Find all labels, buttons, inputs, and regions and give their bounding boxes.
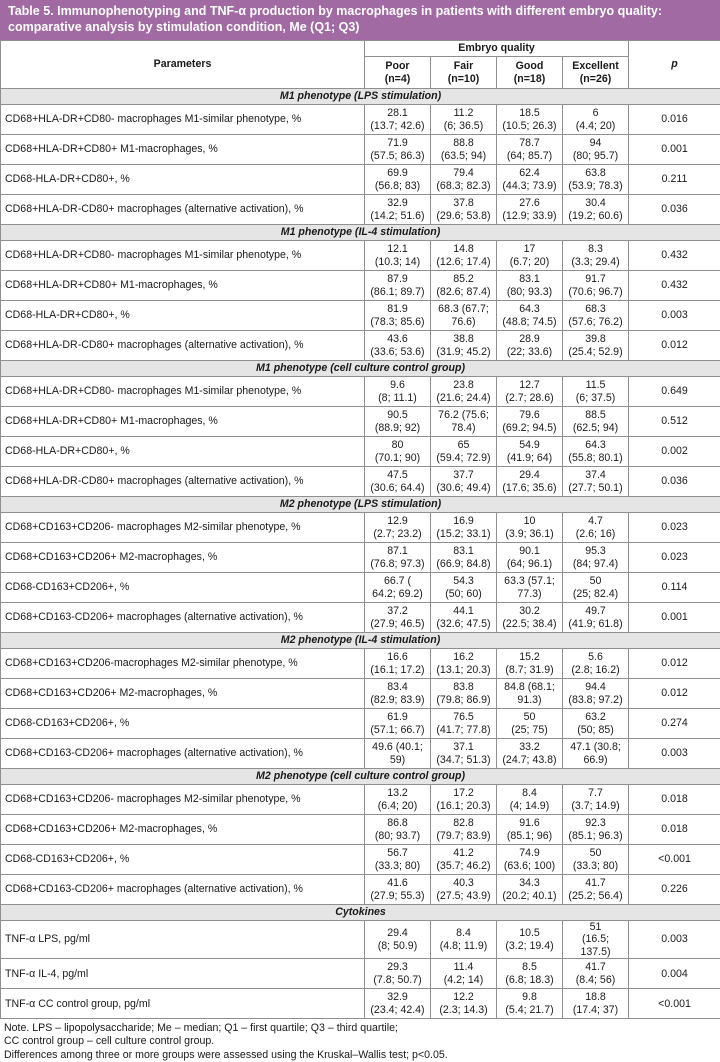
value-cell: 8.4 (4; 14.9) <box>497 785 563 815</box>
parameter-cell: CD68+CD163-CD206+ macrophages (alternative activation), % <box>1 739 365 769</box>
value-cell: 39.8 (25.4; 52.9) <box>563 331 629 361</box>
p-value-cell: 0.004 <box>629 959 720 989</box>
header-column <box>431 57 497 89</box>
value-cell: 8.5 (6.8; 18.3) <box>497 959 563 989</box>
value-cell: 10.5 (3.2; 19.4) <box>497 921 563 959</box>
table-row <box>1 513 720 543</box>
value-cell: 12.2 (2.3; 14.3) <box>431 989 497 1019</box>
value-cell: 50 (25; 82.4) <box>563 573 629 603</box>
section-row <box>1 361 720 377</box>
value-cell: 38.8 (31.9; 45.2) <box>431 331 497 361</box>
p-value-cell: 0.432 <box>629 271 720 301</box>
header-column <box>497 57 563 89</box>
parameter-cell: CD68+HLA-DR+CD80+ M1-macrophages, % <box>1 271 365 301</box>
header-column-label: Fair <box>454 60 473 72</box>
p-value-cell: 0.003 <box>629 921 720 959</box>
value-cell: 49.7 (41.9; 61.8) <box>563 603 629 633</box>
header-column-label: Poor <box>385 60 409 72</box>
table-row <box>1 921 720 959</box>
value-cell: 87.1 (76.8; 97.3) <box>365 543 431 573</box>
header-column-label: Excellent <box>572 60 619 72</box>
table-row <box>1 815 720 845</box>
p-value-cell: 0.002 <box>629 437 720 467</box>
table-row <box>1 165 720 195</box>
value-cell: 62.4 (44.3; 73.9) <box>497 165 563 195</box>
table-row <box>1 649 720 679</box>
parameter-cell: CD68+CD163-CD206+ macrophages (alternative activation), % <box>1 603 365 633</box>
table-row <box>1 271 720 301</box>
value-cell: 87.9 (86.1; 89.7) <box>365 271 431 301</box>
value-cell: 14.8 (12.6; 17.4) <box>431 241 497 271</box>
p-value-cell: 0.211 <box>629 165 720 195</box>
value-cell: 16.9 (15.2; 33.1) <box>431 513 497 543</box>
section-row <box>1 769 720 785</box>
header-column <box>365 57 431 89</box>
parameter-cell: CD68+CD163+CD206- macrophages M2-similar phenotype, % <box>1 513 365 543</box>
value-cell: 83.1 (66.9; 84.8) <box>431 543 497 573</box>
value-cell: 91.7 (70.6; 96.7) <box>563 271 629 301</box>
value-cell: 16.2 (13.1; 20.3) <box>431 649 497 679</box>
value-cell: 12.9 (2.7; 23.2) <box>365 513 431 543</box>
value-cell: 11.4 (4.2; 14) <box>431 959 497 989</box>
value-cell: 94.4 (83.8; 97.2) <box>563 679 629 709</box>
section-title: M1 phenotype (cell culture control group) <box>1 361 720 377</box>
value-cell: 10 (3.9; 36.1) <box>497 513 563 543</box>
parameter-cell: CD68-CD163+CD206+, % <box>1 709 365 739</box>
p-value-cell: 0.649 <box>629 377 720 407</box>
p-value-cell: 0.512 <box>629 407 720 437</box>
value-cell: 13.2 (6.4; 20) <box>365 785 431 815</box>
value-cell: 41.2 (35.7; 46.2) <box>431 845 497 875</box>
p-value-cell: 0.001 <box>629 135 720 165</box>
parameter-cell: CD68+HLA-DR+CD80- macrophages M1-similar phenotype, % <box>1 377 365 407</box>
value-cell: 37.1 (34.7; 51.3) <box>431 739 497 769</box>
value-cell: 27.6 (12.9; 33.9) <box>497 195 563 225</box>
value-cell: 54.3 (50; 60) <box>431 573 497 603</box>
value-cell: 32.9 (23.4; 42.4) <box>365 989 431 1019</box>
parameter-cell: CD68+HLA-DR+CD80+ M1-macrophages, % <box>1 407 365 437</box>
header-column-n: (n=10) <box>434 73 493 85</box>
value-cell: 81.9 (78.3; 85.6) <box>365 301 431 331</box>
table-row <box>1 959 720 989</box>
value-cell: 50 (33.3; 80) <box>563 845 629 875</box>
parameter-cell: CD68+CD163+CD206+ M2-macrophages, % <box>1 543 365 573</box>
header-embryo-quality: Embryo quality <box>365 41 629 57</box>
note-line: CC control group – cell culture control group. <box>4 1035 716 1048</box>
p-value-cell: 0.274 <box>629 709 720 739</box>
section-row <box>1 905 720 921</box>
table-row <box>1 377 720 407</box>
value-cell: 83.4 (82.9; 83.9) <box>365 679 431 709</box>
parameter-cell: TNF-α IL-4, pg/ml <box>1 959 365 989</box>
value-cell: 63.2 (50; 85) <box>563 709 629 739</box>
value-cell: 29.3 (7.8; 50.7) <box>365 959 431 989</box>
value-cell: 84.8 (68.1; 91.3) <box>497 679 563 709</box>
value-cell: 12.7 (2.7; 28.6) <box>497 377 563 407</box>
header-column-n: (n=26) <box>566 73 625 85</box>
table-row <box>1 739 720 769</box>
value-cell: 6 (4.4; 20) <box>563 105 629 135</box>
table-row <box>1 195 720 225</box>
value-cell: 17 (6.7; 20) <box>497 241 563 271</box>
value-cell: 71.9 (57.5; 86.3) <box>365 135 431 165</box>
value-cell: 30.2 (22.5; 38.4) <box>497 603 563 633</box>
section-row <box>1 497 720 513</box>
section-row <box>1 89 720 105</box>
table-row <box>1 785 720 815</box>
data-table <box>0 40 720 1019</box>
value-cell: 29.4 (8; 50.9) <box>365 921 431 959</box>
value-cell: 37.2 (27.9; 46.5) <box>365 603 431 633</box>
table-title: Table 5. Immunophenotyping and TNF-α production by macrophages in patients with different embryo quality: comparative analysis by stimulation condition, Me (Q1; Q3) <box>0 0 720 40</box>
value-cell: 7.7 (3.7; 14.9) <box>563 785 629 815</box>
value-cell: 37.7 (30.6; 49.4) <box>431 467 497 497</box>
note-line: Note. LPS – lipopolysaccharide; Me – median; Q1 – first quartile; Q3 – third quartile; <box>4 1022 716 1035</box>
value-cell: 41.7 (25.2; 56.4) <box>563 875 629 905</box>
value-cell: 64.3 (48.8; 74.5) <box>497 301 563 331</box>
value-cell: 40.3 (27.5; 43.9) <box>431 875 497 905</box>
value-cell: 66.7 ( 64.2; 69.2) <box>365 573 431 603</box>
parameter-cell: CD68+HLA-DR-CD80+ macrophages (alternative activation), % <box>1 195 365 225</box>
p-value-cell: 0.023 <box>629 543 720 573</box>
value-cell: 68.3 (67.7; 76.6) <box>431 301 497 331</box>
value-cell: 68.3 (57.6; 76.2) <box>563 301 629 331</box>
parameter-cell: TNF-α CC control group, pg/ml <box>1 989 365 1019</box>
section-title: M1 phenotype (IL-4 stimulation) <box>1 225 720 241</box>
value-cell: 78.7 (64; 85.7) <box>497 135 563 165</box>
value-cell: 23.8 (21.6; 24.4) <box>431 377 497 407</box>
p-value-cell: 0.003 <box>629 739 720 769</box>
value-cell: 76.2 (75.6; 78.4) <box>431 407 497 437</box>
value-cell: 79.6 (69.2; 94.5) <box>497 407 563 437</box>
value-cell: 83.1 (80; 93.3) <box>497 271 563 301</box>
parameter-cell: CD68+CD163+CD206-macrophages M2-similar phenotype, % <box>1 649 365 679</box>
value-cell: 8.4 (4.8; 11.9) <box>431 921 497 959</box>
value-cell: 34.3 (20.2; 40.1) <box>497 875 563 905</box>
value-cell: 79.4 (68.3; 82.3) <box>431 165 497 195</box>
parameter-cell: CD68+CD163+CD206+ M2-macrophages, % <box>1 815 365 845</box>
parameter-cell: TNF-α LPS, pg/ml <box>1 921 365 959</box>
value-cell: 50 (25; 75) <box>497 709 563 739</box>
parameter-cell: CD68+HLA-DR-CD80+ macrophages (alternative activation), % <box>1 331 365 361</box>
p-value-cell: 0.012 <box>629 331 720 361</box>
header-column-n: (n=4) <box>368 73 427 85</box>
parameter-cell: CD68+HLA-DR-CD80+ macrophages (alternative activation), % <box>1 467 365 497</box>
p-value-cell: 0.018 <box>629 785 720 815</box>
note-line: Differences among three or more groups were assessed using the Kruskal–Wallis test; p<0.05. <box>4 1049 716 1062</box>
value-cell: 17.2 (16.1; 20.3) <box>431 785 497 815</box>
parameter-cell: CD68-HLA-DR+CD80+, % <box>1 301 365 331</box>
table-row <box>1 467 720 497</box>
value-cell: 76.5 (41.7; 77.8) <box>431 709 497 739</box>
value-cell: 44.1 (32.6; 47.5) <box>431 603 497 633</box>
section-title: Cytokines <box>1 905 720 921</box>
table-row <box>1 543 720 573</box>
value-cell: 32.9 (14.2; 51.6) <box>365 195 431 225</box>
value-cell: 28.1 (13.7; 42.6) <box>365 105 431 135</box>
value-cell: 63.8 (53.9; 78.3) <box>563 165 629 195</box>
p-value-cell: 0.018 <box>629 815 720 845</box>
table-row <box>1 845 720 875</box>
value-cell: 11.2 (6; 36.5) <box>431 105 497 135</box>
value-cell: 94 (80; 95.7) <box>563 135 629 165</box>
value-cell: 15.2 (8.7; 31.9) <box>497 649 563 679</box>
value-cell: 28.9 (22; 33.6) <box>497 331 563 361</box>
section-title: M2 phenotype (IL-4 stimulation) <box>1 633 720 649</box>
value-cell: 82.8 (79.7; 83.9) <box>431 815 497 845</box>
parameter-cell: CD68-HLA-DR+CD80+, % <box>1 437 365 467</box>
value-cell: 88.8 (63.5; 94) <box>431 135 497 165</box>
table-row <box>1 709 720 739</box>
table-row <box>1 679 720 709</box>
value-cell: 83.8 (79.8; 86.9) <box>431 679 497 709</box>
p-value-cell: 0.003 <box>629 301 720 331</box>
header-parameters: Parameters <box>1 41 365 89</box>
p-value-cell: 0.432 <box>629 241 720 271</box>
value-cell: 47.5 (30.6; 64.4) <box>365 467 431 497</box>
table-row <box>1 241 720 271</box>
p-value-cell: <0.001 <box>629 845 720 875</box>
value-cell: 65 (59.4; 72.9) <box>431 437 497 467</box>
section-title: M2 phenotype (cell culture control group) <box>1 769 720 785</box>
p-value-cell: 0.036 <box>629 467 720 497</box>
p-value-cell: 0.036 <box>629 195 720 225</box>
table-row <box>1 135 720 165</box>
p-value-cell: 0.114 <box>629 573 720 603</box>
value-cell: 43.6 (33.6; 53.6) <box>365 331 431 361</box>
value-cell: 88.5 (62.5; 94) <box>563 407 629 437</box>
value-cell: 64.3 (55.8; 80.1) <box>563 437 629 467</box>
value-cell: 51 (16.5; 137.5) <box>563 921 629 959</box>
value-cell: 41.7 (8.4; 56) <box>563 959 629 989</box>
value-cell: 37.4 (27.7; 50.1) <box>563 467 629 497</box>
value-cell: 11.5 (6; 37.5) <box>563 377 629 407</box>
value-cell: 41.6 (27.9; 55.3) <box>365 875 431 905</box>
value-cell: 8.3 (3.3; 29.4) <box>563 241 629 271</box>
value-cell: 54.9 (41.9; 64) <box>497 437 563 467</box>
parameter-cell: CD68+CD163+CD206+ M2-macrophages, % <box>1 679 365 709</box>
value-cell: 18.8 (17.4; 37) <box>563 989 629 1019</box>
table-row <box>1 573 720 603</box>
value-cell: 33.2 (24.7; 43.8) <box>497 739 563 769</box>
parameter-cell: CD68-CD163+CD206+, % <box>1 573 365 603</box>
p-value-cell: 0.023 <box>629 513 720 543</box>
parameter-cell: CD68+CD163-CD206+ macrophages (alternative activation), % <box>1 875 365 905</box>
parameter-cell: CD68-CD163+CD206+, % <box>1 845 365 875</box>
header-p: p <box>629 41 720 89</box>
table-row <box>1 331 720 361</box>
table-row <box>1 301 720 331</box>
value-cell: 95.3 (84; 97.4) <box>563 543 629 573</box>
value-cell: 16.6 (16.1; 17.2) <box>365 649 431 679</box>
value-cell: 63.3 (57.1; 77.3) <box>497 573 563 603</box>
section-row <box>1 225 720 241</box>
parameter-cell: CD68+HLA-DR+CD80- macrophages M1-similar phenotype, % <box>1 241 365 271</box>
header-column-n: (n=18) <box>500 73 559 85</box>
header-column <box>563 57 629 89</box>
value-cell: 92.3 (85.1; 96.3) <box>563 815 629 845</box>
parameter-cell: CD68+HLA-DR+CD80+ M1-macrophages, % <box>1 135 365 165</box>
value-cell: 56.7 (33.3; 80) <box>365 845 431 875</box>
value-cell: 80 (70.1; 90) <box>365 437 431 467</box>
value-cell: 29.4 (17.6; 35.6) <box>497 467 563 497</box>
parameter-cell: CD68-HLA-DR+CD80+, % <box>1 165 365 195</box>
table-row <box>1 105 720 135</box>
parameter-cell: CD68+HLA-DR+CD80- macrophages M1-similar phenotype, % <box>1 105 365 135</box>
p-value-cell: 0.012 <box>629 679 720 709</box>
p-value-cell: <0.001 <box>629 989 720 1019</box>
value-cell: 9.6 (8; 11.1) <box>365 377 431 407</box>
table-row <box>1 875 720 905</box>
value-cell: 69.9 (56.8; 83) <box>365 165 431 195</box>
value-cell: 4.7 (2.6; 16) <box>563 513 629 543</box>
value-cell: 91.6 (85.1; 96) <box>497 815 563 845</box>
value-cell: 90.1 (64; 96.1) <box>497 543 563 573</box>
table-row <box>1 437 720 467</box>
value-cell: 9.8 (5.4; 21.7) <box>497 989 563 1019</box>
value-cell: 18.5 (10.5; 26.3) <box>497 105 563 135</box>
section-title: M2 phenotype (LPS stimulation) <box>1 497 720 513</box>
p-value-cell: 0.226 <box>629 875 720 905</box>
table-notes <box>0 1019 720 1062</box>
value-cell: 30.4 (19.2; 60.6) <box>563 195 629 225</box>
value-cell: 85.2 (82.6; 87.4) <box>431 271 497 301</box>
table-row <box>1 989 720 1019</box>
table-row <box>1 603 720 633</box>
table-row <box>1 407 720 437</box>
value-cell: 74.9 (63.6; 100) <box>497 845 563 875</box>
value-cell: 86.8 (80; 93.7) <box>365 815 431 845</box>
p-value-cell: 0.012 <box>629 649 720 679</box>
p-value-cell: 0.001 <box>629 603 720 633</box>
value-cell: 90.5 (88.9; 92) <box>365 407 431 437</box>
section-title: M1 phenotype (LPS stimulation) <box>1 89 720 105</box>
value-cell: 49.6 (40.1; 59) <box>365 739 431 769</box>
value-cell: 61.9 (57.1; 66.7) <box>365 709 431 739</box>
value-cell: 12.1 (10.3; 14) <box>365 241 431 271</box>
value-cell: 37.8 (29.6; 53.8) <box>431 195 497 225</box>
header-column-label: Good <box>516 60 544 72</box>
value-cell: 5.6 (2.8; 16.2) <box>563 649 629 679</box>
parameter-cell: CD68+CD163+CD206- macrophages M2-similar phenotype, % <box>1 785 365 815</box>
value-cell: 47.1 (30.8; 66.9) <box>563 739 629 769</box>
p-value-cell: 0.016 <box>629 105 720 135</box>
section-row <box>1 633 720 649</box>
